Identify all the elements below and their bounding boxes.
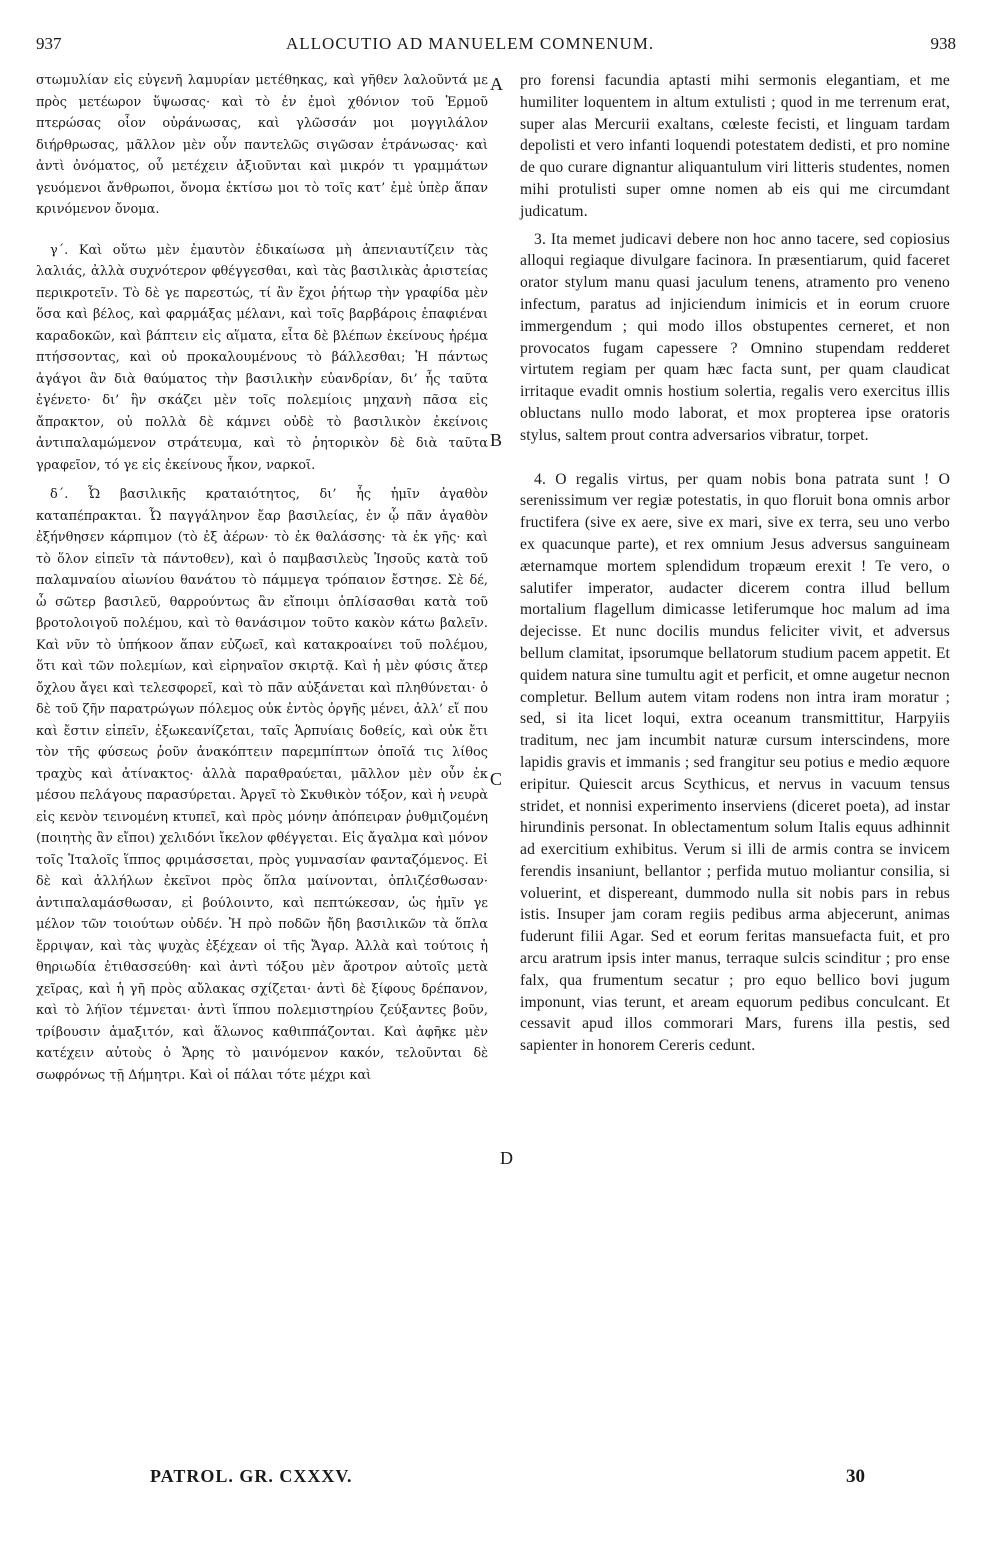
greek-paragraph-continued: στωμυλίαν εἰς εὐγενῆ λαμυρίαν μετέθηκας, καὶ γῆθεν λαλοῦντά με πρὸς μετέωρον ὕψωσας· καὶ τὸ ἐν ἐμοὶ χθόνιον τοῦ Ἑρμοῦ πτερώσας οἷον οὐράνωσας, καὶ γλῶσσάν μοι μογγιλάλον διήρθρωσας, μᾶλλον μὲν οὖν παντελῶς σιγῶσαν ἐτράνωσας· καὶ ἀντὶ ὀνόματος, οὗ μετέχειν ἀξιοῦνται καὶ μικρόν τι γραμμάτων γευόμενοι ἄνθρωποι, ὄνομα ἐκτίσω μοι τὸ τοῖς κατ’ ἐμὲ ὑπὲρ ἅπαν κρινόμενον ὄνομα. — [36, 73, 488, 217]
footer-sheet-number: 30 — [846, 1466, 865, 1487]
greek-paragraph-3: γ΄. Καὶ οὕτω μὲν ἐμαυτὸν ἐδικαίωσα μὴ ἀπενιαυτίζειν τὰς λαλιάς, ἀλλὰ συχνότερον φθέγγεσθαι, καὶ τὰς βασιλικὰς ἀριστείας περικροτεῖν. Τὸ δὲ γε παρεστώς, τί ἂν ἔχοι ῥήτωρ τὴν γραφίδα μὲν ὅσα καὶ βέλος, καὶ φαρμάξας μέλανι, καὶ τοῖς βαρβάροις ἐπαφιέναι καραδοκῶν, καὶ βάπτειν εἰς αἵματα, εἶτα δὲ βλέπων ἐκείνους ἠρέμα πτήσσοντας, καὶ οὐ προκαλουμένους τὸ βάλλεσθαι; Ἡ πάντως ἀγάγοι ἂν διὰ θαύματος τὴν βασιλικὴν εὐανδρίαν, δι’ ἧς ταῦτα ἐγένετο· δι’ ἣν σκάζει μὲν τοῖς πολεμίοις μηχανὴ πᾶσα εἰς ἄπρακτον, οὐ πολλὰ δὲ κάμνει οὐδὲ τὸ βασιλικὸν ἐκείνοις ἀντιπαλαμώμενον στράτευμα, καὶ τὸ ῥητορικὸν δὲ διὰ ταῦτα γραφεῖον, τό γε εἰς ἐκείνους ἧκον, ναρκοῖ. — [36, 242, 488, 473]
footer-series: PATROL. GR. CXXXV. — [150, 1466, 353, 1486]
latin-paragraph-4: 4. O regalis virtus, per quam nobis bona patrata sunt ! O serenissimum ver regiæ potestatis, in quo floruit bona omnis arbor fructifera (sive ex aere, sive ex mari, sive ex terra, seu uno verbo ex quacunque parte), et rex omnium Jesus adversus sanguineam æternamque mortem splendidum tropæum erexit ! Te vero, o salutifer imperator, audacter dicerem contra illud bellum mortalium flagellum dimicasse letiferumque hoc malum ad ima dejecisse. Et nunc docilis mundus feliciter vivit, et adversus bellum clamitat, ipsorumque bellatorum studium pacem appetit. Et quidem natura sine tumultu agit et perficit, et omne augetur necnon completur. Bellum autem vitam rodens non intra iram moratur ; sed, si ita licet loqui, extra oceanum transmittitur, Harpyiis traditum, nec jam incumbit naturæ cursum interscindens, more lapidis gravis et immanis ; sed frangitur seu potius e medio æquore eripitur. Quiescit arcus Scythicus, et nervus in vacuum tensus stridet, et nonnisi experimento inserviens (diceret poeta), ad instar hirundinis personat. In oblectamentum solum Italis equus adhinnit ad exercitium exhibitus. Verum si illi de armis contra se invicem ferendis insaniunt, bellantor ; perfida mutuo moliantur consilia, si voluerint, et dispereant, dummodo nulla sit nobis pars in rebus istis. Insuper jam coram regiis pedibus arma abjecerunt, animas fuderunt filii Agar. Sed et eorum feritas mansuefacta fuit, et pro arcu aratrum ipsis inter manus, terraque sulcis scinditur ; pro ense falx, qua frumentum secatur ; pro equo bellico bovi jugum imponunt, vias terunt, et aream equorum pedibus conculcant. Et cessavit apud illos commorari Mars, furens illa pestis, sed sapienter in honorem Cereris cedunt. — [520, 470, 950, 1055]
latin-paragraph-continued: pro forensi facundia aptasti mihi sermonis elegantiam, et me humiliter loquentem in altum extulisti ; quod in me terrenum erat, super alas Mercurii exaltans, cœleste fecisti, et linguam tardam depolisti et vero infanti loquendi potestatem dedisti, et pro nomine de quo curare dignantur aliquantulum viri litteris studentes, nomen mihi protulisti super omne nomen ab eis qui me circumdant judicatum. — [520, 72, 950, 220]
greek-column — [36, 70, 488, 1086]
running-header — [36, 34, 956, 60]
page-number-left: 937 — [36, 34, 62, 53]
section-marker-d: D — [500, 1148, 513, 1168]
greek-paragraph-4: δ΄. Ὦ βασιλικῆς κραταιότητος, δι’ ἧς ἡμῖν ἀγαθὸν καταπέπρακται. Ὦ παγγάληνον ἔαρ βασιλείας, ἐν ᾧ πᾶν ἀγαθὸν ἐξήνθησεν κάρπιμον (τὸ ἐξ ἀέρων· τὸ ἐκ θαλάσσης· τὰ ἐκ γῆς· καὶ τὸ ὅλον εἰπεῖν τὰ πάντοθεν), καὶ ὁ παμβασιλεὺς Ἰησοῦς κατὰ τοῦ παλαμναίου αἰωνίου θανάτου τὸ πάμμεγα τρόπαιον ἔστησε. Σὲ δέ, ὦ σῶτερ βασιλεῦ, θαρρούντως ἂν εἴποιμι ὁπλίσασθαι κατὰ τοῦ βροτολοιγοῦ πολέμου, καὶ τὸ θανάσιμον τοῦτο κακὸν κάτω βαλεῖν. Καὶ νῦν τὸ ὑπήκοον ἅπαν εὐζωεῖ, καὶ κατακροαίνει τοῦ πολέμου, ὅτι καὶ τῶν πολεμίων, καὶ εἰρηναῖον σκιρτᾷ. Καὶ ἡ μὲν φύσις ἄτερ ὄχλου ἄγει καὶ τελεσφορεῖ, καὶ τὸ πᾶν αὐξάνεται καὶ πληθύνεται· ὁ δὲ τοῦ ζῆν παρατρώγων πόλεμος οὐκ ἐντὸς ὀργῆς μένει, ἀλλ’ εἴ που καὶ ἔστιν εἰπεῖν, ἐξωκεανίζεται, ταῖς Ἁρπυίαις δοθείς, καὶ οὐκ ἔτι τὸν τῆς φύσεως ῥοῦν ἀνακόπτειν παρεμπίπτων ὁποῖά τις λίθος τραχὺς καὶ ἀτίνακτος· ἀλλὰ παραθραύεται, μᾶλλον μὲν οὖν ἐκ μέσου πελάγους παρασύρεται. Ἀργεῖ τὸ Σκυθικὸν τόξον, καὶ ἡ νευρὰ εἰς κενὸν τεινομένη κτυπεῖ, καὶ πρὸς μόνην ἀπόπειραν ῥυθμιζομένη (ποιητὴς ἂν εἴποι) χελιδόνι ἴκελον φθέγγεται. Εἰς ἄγαλμα καὶ μόνον τοῖς Ἰταλοῖς ἵππος φριμάσσεται, πρὸς γυμνασίαν φανταζόμενος. Εἰ δὲ καὶ ἀλλήλων ἐκεῖνοι πρὸς ὅπλα μαίνονται, ὁπλιζέσθωσαν· ἀντιπαλαμάσθωσαν, εἰ βούλοιντο, καὶ πεπτώκεσαν, ὡς ἡμῖν γε μέλον τῶν τοιούτων οὐδέν. Ἡ πρὸ ποδῶν ἤδη βασιλικῶν τὰ ὅπλα ἔρριψαν, καὶ τὰς ψυχὰς ἐξέχεαν οἱ τῆς Ἄγαρ. Ἀλλὰ καὶ τούτοις ἡ θηριωδία ἐτιθασσεύθη· καὶ ἀντὶ τόξου μὲν ἄροτρον αὐτοῖς μετὰ χεῖρας, καὶ ἡ γῆ πρὸς αὔλακας σχίζεται· ἀντὶ δὲ ξίφους δρέπανον, καὶ τὸ λήϊον τέμνεται· ἀντὶ ἵππου πολεμιστηρίου ζεύξαντες βοῦν, τρίβουσιν ἁμαξιτόν, καὶ ἅλωνος καθιππάζονται. Καὶ ἀφῆκε μὲν κατέχειν αὐτοὺς ὁ Ἄρης τὸ μαινόμενον κακόν, τελοῦνται δὲ σωφρόνως τῇ Δήμητρι. Καὶ οἱ πάλαι τότε μέχρι καὶ — [36, 487, 488, 1083]
latin-column — [520, 70, 950, 1057]
section-marker-b: B — [490, 430, 503, 450]
running-title: ALLOCUTIO AD MANUELEM COMNENUM. — [286, 34, 655, 53]
section-marker-a: A — [490, 74, 503, 94]
section-marker-c: C — [490, 769, 503, 789]
latin-paragraph-3: 3. Ita memet judicavi debere non hoc anno tacere, sed copiosius alloqui regiaque divulgare facinora. In præsentiarum, quid faceret orator stylum manu quasi jaculum tenens, atramento pro veneno infectum, paratus ad injiciendum inimicis et in eorum cruore immergendum ; qui modo illos obstupentes cerneret, et non provocatos fugam capessere ? Omnino stupendam redderet virtutem regiam per quam hæc facta sunt, per quam claudicat irritaque evadit omnis hostium solertia, regalis vero exercitus illis obluctans nullo modo laborat, et mox propterea ipse oratoris stylus, saltem prout contra adversarios vibratur, torpet. — [520, 230, 950, 444]
page-number-right: 938 — [930, 34, 956, 53]
